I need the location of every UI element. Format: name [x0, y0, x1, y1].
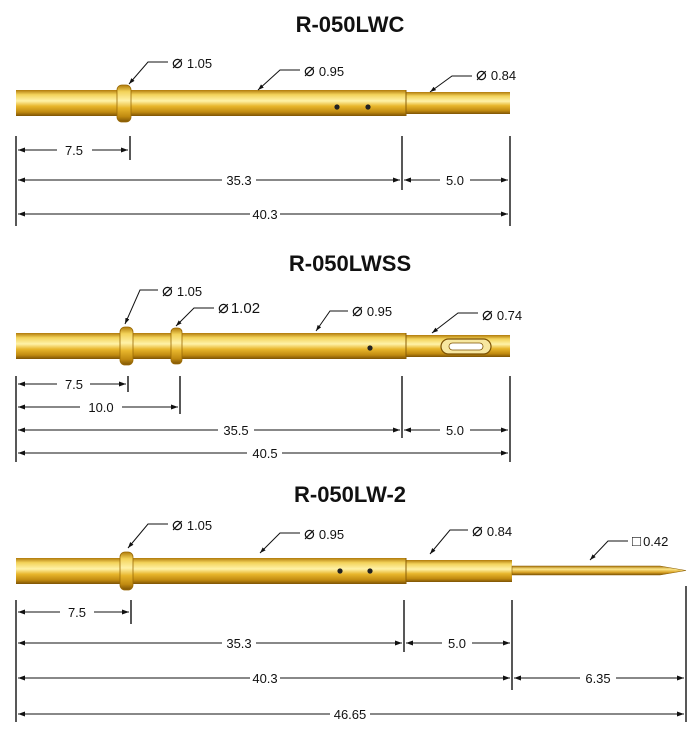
svg-text:⌀1.05	[172, 52, 212, 72]
leader-line	[129, 62, 168, 84]
diameter-symbol: ⌀	[172, 514, 183, 534]
diameter-value: 0.74	[496, 308, 523, 323]
leader-line	[258, 70, 300, 90]
dimension-value: 46.65	[333, 707, 367, 722]
diameter-callout-3	[430, 64, 516, 92]
barrel	[16, 558, 406, 584]
diameter-symbol: ⌀	[304, 523, 315, 543]
slot-window	[441, 339, 491, 354]
dimension-value: 5.0	[447, 636, 467, 651]
svg-text:□0.42	[632, 533, 668, 550]
crimp-dot	[365, 104, 370, 109]
leader-line	[176, 308, 214, 326]
diameter-symbol: ⌀	[304, 60, 315, 80]
diameter-callout-1b	[176, 297, 260, 326]
leader-line	[316, 311, 348, 331]
plunger-section	[406, 560, 512, 582]
diameter-callout-1	[125, 280, 202, 324]
svg-text:⌀0.95	[304, 523, 344, 543]
crimp-ring	[171, 328, 182, 364]
diameter-symbol: ⌀	[218, 297, 229, 317]
tip-size-callout	[590, 533, 668, 560]
diameter-callout-2	[260, 523, 344, 553]
dimension-40-3	[18, 207, 508, 222]
pointed-tip	[512, 566, 686, 575]
diameter-value: 1.05	[186, 518, 213, 533]
svg-text:⌀1.05	[172, 514, 212, 534]
crimp-ring	[120, 552, 133, 590]
leader-line	[260, 533, 300, 553]
diameter-callout-2	[316, 300, 392, 331]
diameter-value: 0.95	[318, 527, 345, 542]
dimension-7-5	[18, 605, 129, 620]
diameter-value: 0.95	[366, 304, 393, 319]
leader-line	[128, 524, 168, 548]
crimp-dot	[334, 104, 339, 109]
dimension-5-0	[406, 636, 510, 651]
diameter-value: 1.05	[186, 56, 213, 71]
diameter-value: 1.02	[230, 300, 261, 317]
dimension-value: 35.5	[223, 423, 249, 438]
diameter-symbol: ⌀	[472, 520, 483, 540]
dimension-35-3	[18, 173, 400, 188]
diameter-value: 1.05	[176, 284, 203, 299]
crimp-ring	[117, 85, 131, 122]
leader-line	[125, 290, 158, 324]
diameter-callout-2	[258, 60, 344, 90]
dimension-value: 5.0	[445, 423, 465, 438]
diameter-value: 0.95	[318, 64, 345, 79]
svg-text:⌀0.95	[304, 60, 344, 80]
diameter-symbol: ⌀	[352, 300, 363, 320]
diameter-symbol: ⌀	[482, 304, 493, 324]
diameter-callout-1	[128, 514, 212, 548]
dimension-value: 7.5	[64, 143, 84, 158]
probe-body	[16, 85, 510, 122]
dimension-10-0	[18, 400, 178, 415]
crimp-ring	[120, 327, 133, 365]
tip-size-value: 0.42	[643, 534, 669, 549]
probe-body	[16, 327, 510, 365]
plunger-section	[406, 92, 510, 114]
barrel	[16, 333, 406, 359]
dimension-value: 40.3	[252, 671, 278, 686]
probe-title: R-050LW-2	[293, 482, 407, 507]
dimension-value: 7.5	[67, 605, 87, 620]
probe-r050lw2	[16, 482, 686, 722]
svg-text:⌀1.05	[162, 280, 202, 300]
svg-text:⌀0.74	[482, 304, 522, 324]
dimension-value: 40.5	[252, 446, 278, 461]
diameter-callout-1	[129, 52, 212, 84]
probe-r050lwc	[16, 12, 516, 226]
leader-line	[590, 541, 628, 560]
barrel	[16, 90, 406, 116]
leader-line	[430, 76, 472, 92]
dimension-7-5	[18, 143, 128, 158]
dimension-value: 35.3	[226, 636, 252, 651]
dimension-6-35	[514, 671, 684, 686]
dimension-value: 40.3	[252, 207, 278, 222]
svg-text:⌀1.02	[218, 297, 260, 317]
dimension-value: 6.35	[585, 671, 611, 686]
dimension-40-3	[18, 671, 510, 686]
diameter-symbol: ⌀	[476, 64, 487, 84]
dimension-35-3	[18, 636, 402, 651]
diameter-callout-3	[430, 520, 512, 554]
probe-title: R-050LWC	[295, 12, 405, 37]
svg-text:⌀0.84	[472, 520, 512, 540]
dimension-46-65	[18, 707, 684, 722]
diameter-value: 0.84	[486, 524, 513, 539]
crimp-dot	[367, 568, 372, 573]
svg-text:⌀0.84	[476, 64, 516, 84]
dimension-5-0	[404, 423, 508, 438]
probe-body	[16, 552, 686, 590]
leader-line	[432, 313, 478, 333]
dimension-40-5	[18, 446, 508, 461]
diameter-callout-3	[432, 304, 522, 333]
dimension-35-5	[18, 423, 400, 438]
diameter-value: 0.84	[490, 68, 517, 83]
crimp-dot	[337, 568, 342, 573]
dimension-5-0	[404, 173, 508, 188]
dimension-value: 7.5	[64, 377, 84, 392]
probe-title: R-050LWSS	[288, 251, 412, 276]
dimension-7-5	[18, 377, 126, 392]
square-symbol: □	[632, 533, 642, 550]
dimension-value: 5.0	[445, 173, 465, 188]
crimp-dot	[367, 345, 372, 350]
probe-r050lwss	[16, 251, 522, 462]
svg-text:⌀0.95	[352, 300, 392, 320]
dimension-value: 35.3	[226, 173, 252, 188]
leader-line	[430, 530, 468, 554]
dimension-value: 10.0	[88, 400, 114, 415]
diameter-symbol: ⌀	[162, 280, 173, 300]
diameter-symbol: ⌀	[172, 52, 183, 72]
